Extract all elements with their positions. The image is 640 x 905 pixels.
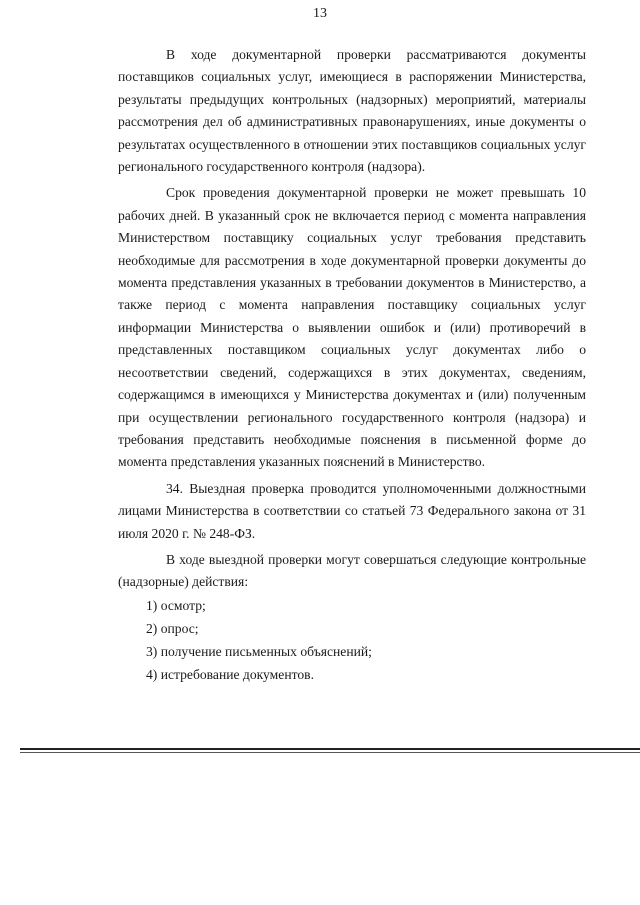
- paragraph-documentary-review: В ходе документарной проверки рассматриваются документы поставщиков социальных услуг, имеющиеся в распоряжении Министерства, результаты предыдущих контрольных (надзорных) мероприятий, материалы рассмотрения дел об административных правонарушениях, иные документы о результатах осуществленного в отношении этих поставщиков социальных услуг регионального государственного контроля (надзора).: [118, 47, 586, 175]
- list-item-document-request: 4) истребование документов.: [146, 666, 314, 682]
- list-item-written-explanations: 3) получение письменных объяснений;: [146, 643, 372, 659]
- list-item-interview: 2) опрос;: [146, 620, 199, 636]
- page-divider-line-thin: [20, 752, 640, 753]
- page-divider-line: [20, 748, 640, 750]
- page-number: 13: [313, 6, 327, 21]
- list-item-inspection: 1) осмотр;: [146, 597, 206, 613]
- paragraph-control-actions: В ходе выездной проверки могут совершаться следующие контрольные (надзорные) действия:: [118, 551, 586, 590]
- paragraph-review-period: Срок проведения документарной проверки не может превышать 10 рабочих дней. В указанный срок не включается период с момента направления Министерством поставщику социальных услуг требования представить необходимые для рассмотрения в ходе документарной проверки документы до момента представления указанных в требовании документов в Министерство, а также период с момента направления поставщику социальных услуг информации Министерства о выявлении ошибок и (или) противоречий в представленных поставщиком социальных услуг документах либо о несоответствии сведений, содержащихся в этих документах, сведениям, содержащимся в имеющихся у Министерства документах и (или) полученным при осуществлении регионального государственного контроля (надзора) и требования представить необходимые пояснения в письменной форме до момента представления указанных пояснений в Министерство.: [118, 185, 586, 470]
- document-body: [118, 44, 586, 686]
- paragraph-field-inspection: 34. Выездная проверка проводится уполномоченными должностными лицами Министерства в соответствии со статьей 73 Федерального закона от 31 июля 2020 г. № 248-ФЗ.: [118, 480, 586, 541]
